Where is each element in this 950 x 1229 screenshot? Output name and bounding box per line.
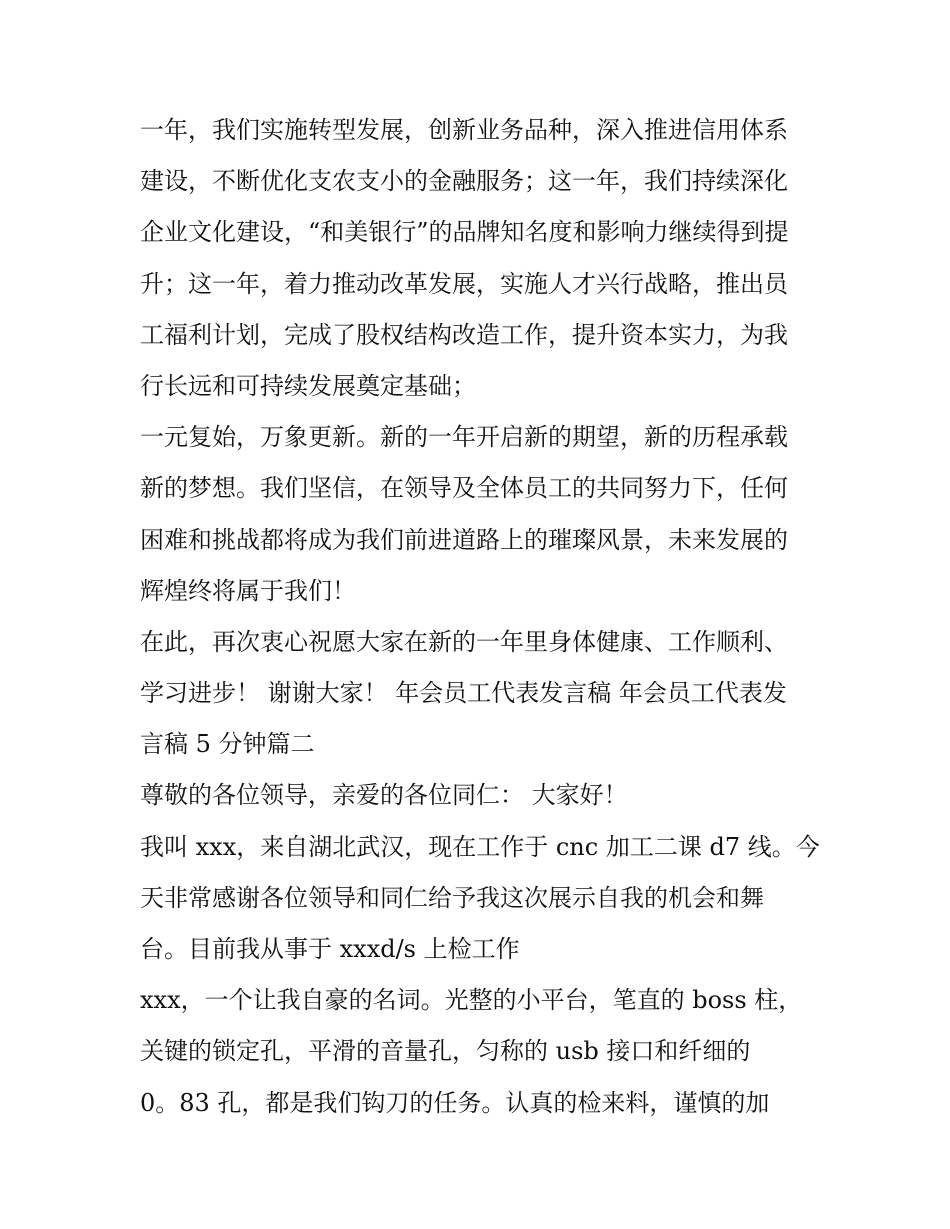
text-line: 工福利计划，完成了股权结构改造工作，提升资本实力，为我 — [140, 320, 788, 349]
text-line: 尊敬的各位领导，亲爱的各位同仁： 大家好！ — [140, 781, 628, 810]
text-line: 企业文化建设，“和美银行”的品牌知名度和影响力继续得到提 — [140, 218, 789, 247]
text-line: 0。83 孔，都是我们钩刀的任务。认真的检来料，谨慎的加 — [140, 1088, 770, 1117]
text-line: xxx，一个让我自豪的名词。光整的小平台，笔直的 boss 柱， — [140, 986, 803, 1015]
text-line: 在此，再次衷心祝愿大家在新的一年里身体健康、工作顺利、 — [140, 627, 788, 656]
text-line: 一年，我们实施转型发展，创新业务品种，深入推进信用体系 — [140, 116, 788, 144]
text-line: 困难和挑战都将成为我们前进道路上的璀璨风景，未来发展的 — [140, 525, 788, 554]
text-line: 升；这一年，着力推动改革发展，实施人才兴行战略，推出员 — [140, 269, 788, 298]
text-line: 建设，不断优化支农支小的金融服务；这一年，我们持续深化 — [140, 167, 788, 196]
text-line: 辉煌终将属于我们！ — [140, 576, 356, 605]
text-line: 关键的锁定孔，平滑的音量孔，匀称的 usb 接口和纤细的 — [140, 1037, 751, 1066]
text-line: 行长远和可持续发展奠定基础； — [140, 371, 476, 400]
text-line: 言稿 5 分钟篇二 — [140, 730, 315, 759]
text-line: 一元复始，万象更新。新的一年开启新的期望，新的历程承载 — [140, 423, 788, 452]
text-line: 学习进步！ 谢谢大家！ 年会员工代表发言稿 年会员工代表发 — [140, 679, 787, 708]
text-line: 新的梦想。我们坚信，在领导及全体员工的共同努力下，任何 — [140, 474, 788, 503]
text-line: 台。目前我从事于 xxxd/s 上检工作 — [140, 935, 520, 963]
document-body — [140, 105, 820, 1129]
text-line: 天非常感谢各位领导和同仁给予我这次展示自我的机会和舞 — [140, 883, 764, 912]
text-line: 我叫 xxx，来自湖北武汉，现在工作于 cnc 加工二课 d7 线。今 — [140, 832, 820, 861]
